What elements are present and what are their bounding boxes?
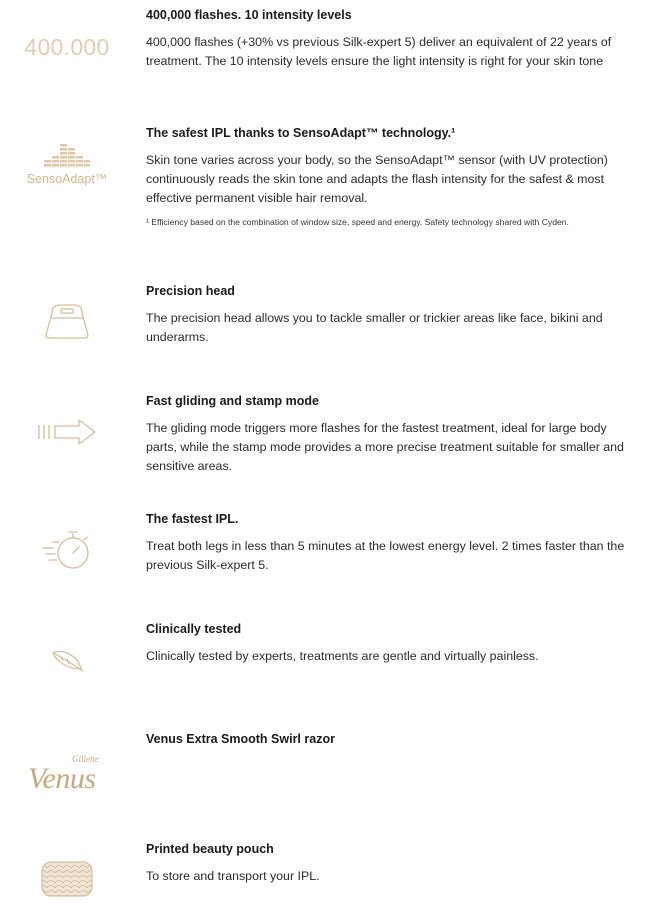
feature-clinically-tested: [0, 614, 658, 704]
feature-title: Printed beauty pouch: [146, 842, 274, 856]
feature-description: Skin tone varies across your body, so the SensoAdapt™ sensor (with UV protection) continuously reads the skin tone and adapts the flash intensity for the safest & most effective permanent visible hair removal.: [146, 153, 608, 205]
feature-description: To store and transport your IPL.: [146, 869, 320, 883]
feature-venus-razor: [0, 724, 658, 824]
feature-gliding-mode: [0, 386, 658, 496]
sensoadapt-icon: [27, 142, 108, 186]
feature-sensoadapt: [0, 118, 658, 258]
feature-description: Clinically tested by experts, treatments are gentle and virtually painless.: [146, 649, 539, 663]
feature-title: Fast gliding and stamp mode: [146, 394, 319, 408]
feature-title: The fastest IPL.: [146, 512, 239, 526]
feature-description: The precision head allows you to tackle smaller or trickier areas like face, bikini and underarms.: [146, 311, 603, 344]
stopwatch-icon: [39, 528, 95, 572]
feature-fastest-ipl: [0, 504, 658, 604]
pouch-icon-cell: [14, 856, 120, 902]
feature-title: 400,000 flashes. 10 intensity levels: [146, 8, 352, 22]
feather-icon: [47, 645, 87, 673]
feature-description: Treat both legs in less than 5 minutes at the lowest energy level. 2 times faster than the previous Silk-expert 5.: [146, 539, 625, 572]
400000-number-icon: 400.000: [24, 33, 110, 60]
feature-precision-head: [0, 276, 658, 366]
flashes-icon-cell: [14, 34, 120, 60]
venus-logo-cell: [14, 752, 120, 800]
feature-title: Clinically tested: [146, 622, 242, 636]
venus-logo-text: Venus: [28, 762, 96, 795]
feature-title: Venus Extra Smooth Swirl razor: [146, 732, 335, 746]
feature-beauty-pouch: [0, 834, 658, 908]
feature-footnote: ¹ Efficiency based on the combination of window size, speed and energy. Safety technology shared with Cyden.: [146, 217, 569, 227]
feature-description: 400,000 flashes (+30% vs previous Silk-expert 5) deliver an equivalent of 22 years of treatment. The 10 intensity levels ensure the light intensity is right for your skin tone: [146, 35, 612, 68]
beauty-pouch-icon: [39, 858, 95, 900]
feature-flashes: [0, 0, 658, 100]
feature-title: The safest IPL thanks to SensoAdapt™ technology.¹: [146, 126, 456, 140]
feather-icon-cell: [14, 644, 120, 674]
feature-description: The gliding mode triggers more flashes for the fastest treatment, ideal for large body parts, while the stamp mode provides a more precise treatment suitable for smaller and sensitive areas.: [146, 421, 624, 473]
gliding-icon-cell: [14, 416, 120, 448]
feature-title: Precision head: [146, 284, 235, 298]
sensor-bars-icon: [42, 142, 92, 168]
gillette-brand-text: Gillette: [72, 754, 99, 764]
stopwatch-icon-cell: [14, 528, 120, 572]
sensoadapt-logo-text: SensoAdapt™: [26, 172, 108, 186]
gliding-arrow-icon: [35, 417, 99, 447]
precision-head-icon: [42, 301, 92, 341]
venus-logo-icon: [22, 754, 112, 798]
sensoadapt-icon-cell: [14, 140, 120, 188]
precision-head-icon-cell: [14, 300, 120, 342]
